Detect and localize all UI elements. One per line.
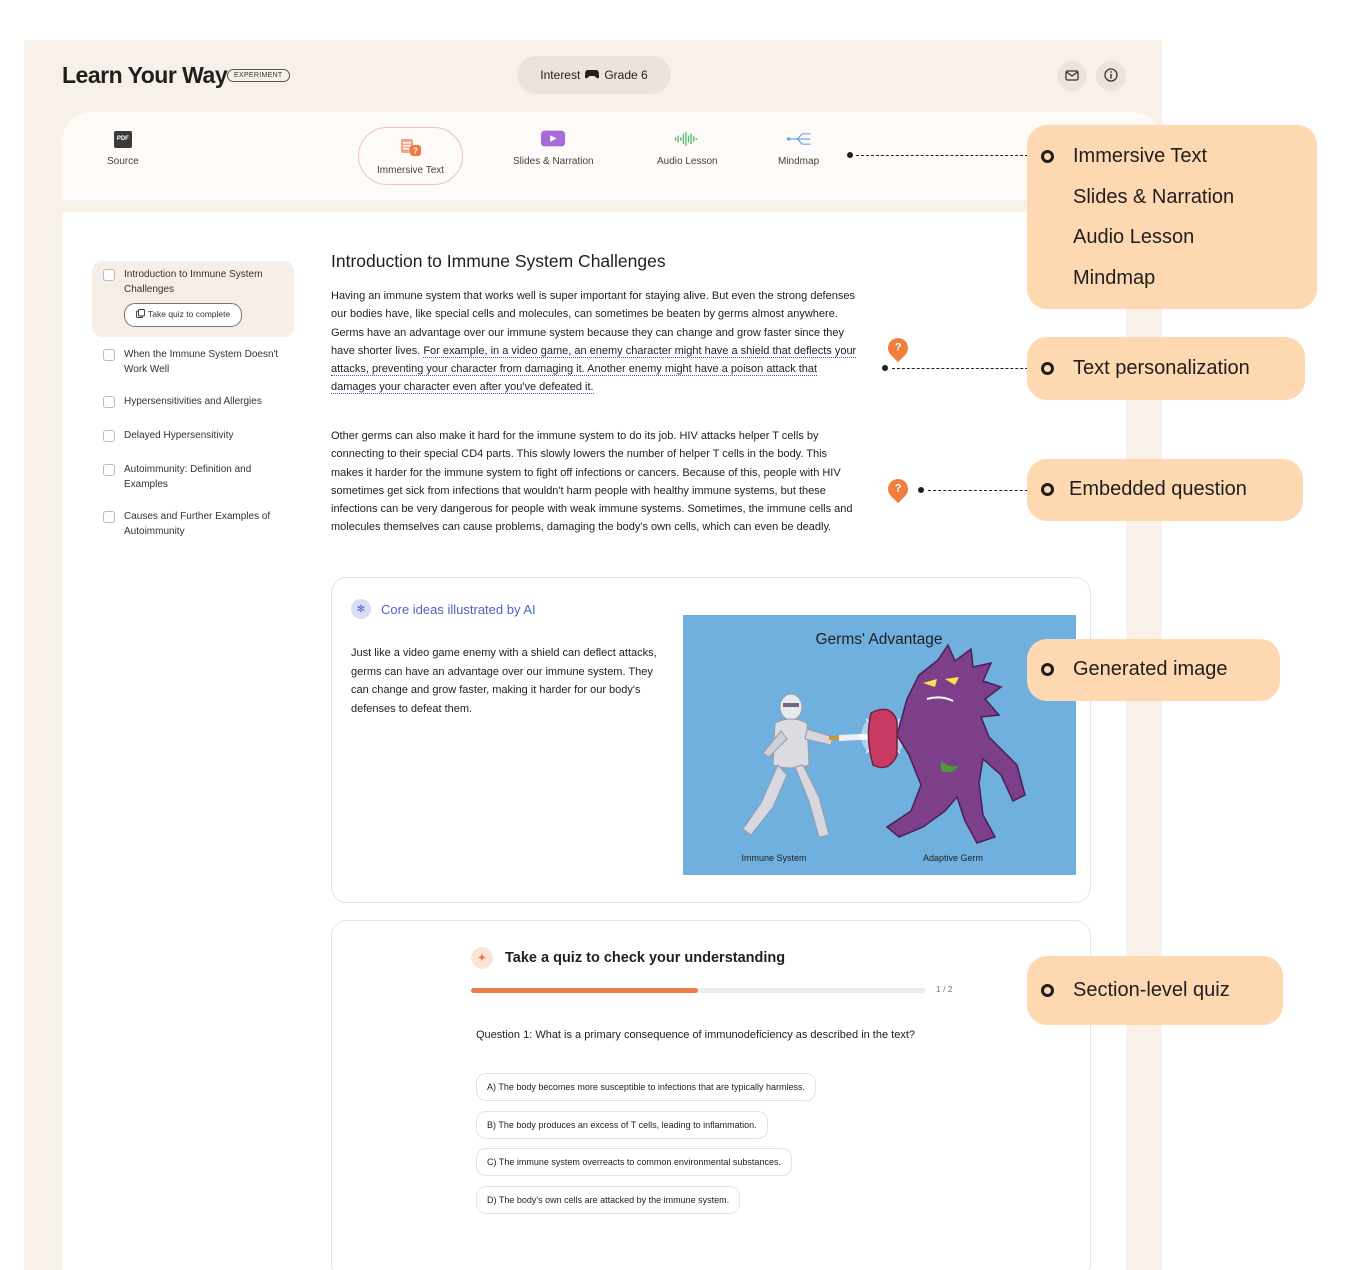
callout-ring — [1041, 663, 1054, 676]
grade-label: Grade 6 — [604, 68, 648, 82]
tab-mindmap[interactable] — [778, 129, 819, 167]
info-button[interactable] — [1096, 61, 1126, 91]
callout-format-mindmap: Mindmap — [1073, 267, 1156, 289]
app-header — [24, 40, 1162, 112]
app-title: Learn Your Way — [62, 62, 228, 88]
toc-label: Delayed Hypersensitivity — [124, 430, 234, 441]
toc-label: When the Immune System Doesn't Work Well — [124, 349, 279, 375]
callout-anchor-dot — [918, 487, 924, 493]
toc-item-introduction[interactable] — [92, 261, 294, 337]
mail-icon — [1065, 69, 1079, 84]
core-ideas-text: Just like a video game enemy with a shield can deflect attacks, germs can have an advantage over our immune system. They can change and grow faster, making it harder for our body's defenses to defeat them. — [351, 647, 657, 715]
callout-text-personalization — [1027, 337, 1305, 400]
immersive-text-icon — [398, 138, 424, 158]
paragraph-text: Having an immune system that works well is super important for staying alive. But even the strong defenses our bodies have, like special cells and molecules, can sometimes be beaten by germs almost anywhere. Germs have an advantage over our immune system because they can change and grow faster since they have shorter lives. — [331, 290, 855, 357]
quiz-header — [471, 947, 785, 969]
section-quiz-card — [331, 920, 1091, 1270]
toc-item-autoimmunity-causes[interactable] — [92, 509, 294, 539]
pdf-icon: PDF — [110, 129, 136, 149]
toc-label: Causes and Further Examples of Autoimmunity — [124, 511, 271, 537]
audio-wave-icon — [674, 129, 700, 149]
quiz-progress-label: 1 / 2 — [936, 984, 953, 994]
quiz-progress-bar — [471, 988, 925, 993]
lesson-content — [62, 212, 1126, 1270]
section-checkbox[interactable] — [103, 511, 115, 523]
illustration-drawing — [683, 615, 1076, 875]
callout-anchor-dot — [882, 365, 888, 371]
illustration-label-left: Immune System — [741, 853, 807, 863]
callout-ring — [1041, 483, 1054, 496]
question-mark-icon: ? — [894, 342, 902, 355]
toc-item-hypersensitivities[interactable] — [92, 394, 294, 409]
paragraph-2: Other germs can also make it hard for the immune system to do its job. HIV attacks helper T cells by connecting to their special CD4 parts. This slowly lowers the number of helper T cells in the body. This makes it harder for the immune system to fight off infections or cancers. Because of this, people with HIV sometimes get sick from infections that wouldn't harm people with healthy immune systems, but these infections can be very dangerous for people with weak immune systems. Sometimes, the immune cells and molecules themselves can cause problems, damaging the body's own cells, which can even be deadly. — [331, 430, 853, 534]
interest-label: Interest — [540, 68, 581, 82]
mail-button[interactable] — [1057, 61, 1087, 91]
callout-connector — [856, 155, 1038, 156]
section-checkbox[interactable] — [103, 349, 115, 361]
quiz-copy-icon — [136, 308, 145, 323]
tab-slides-narration[interactable] — [513, 129, 594, 167]
tab-label: Mindmap — [778, 156, 820, 167]
core-ideas-title: Core ideas illustrated by AI — [381, 601, 536, 617]
toc-item-immune-failure[interactable] — [92, 347, 294, 377]
svg-text:?: ? — [412, 146, 418, 156]
format-tabs — [62, 112, 1162, 200]
callout-label: Text personalization — [1073, 357, 1250, 379]
gamepad-icon — [585, 68, 599, 82]
toc-item-autoimmunity[interactable] — [92, 462, 294, 492]
core-ideas-header — [351, 599, 536, 619]
callout-connector — [892, 368, 1038, 369]
callout-ring — [1041, 362, 1054, 375]
tab-label: Immersive Text — [377, 165, 445, 176]
ai-sparkle-icon: ✻ — [351, 599, 371, 619]
section-checkbox[interactable] — [103, 430, 115, 442]
section-checkbox[interactable] — [103, 396, 115, 408]
info-icon — [1104, 68, 1118, 85]
callout-label: Embedded question — [1069, 478, 1247, 500]
toc-item-delayed-hypersensitivity[interactable] — [92, 428, 294, 443]
callout-connector — [928, 490, 1038, 491]
personalized-text[interactable]: For example, in a video game, an enemy character might have a shield that deflects your attacks, preventing your character from damaging it. Another enemy might have a poison attack that damages your character even after you've defeated it. — [331, 344, 857, 394]
callout-format-slides: Slides & Narration — [1073, 186, 1235, 208]
take-quiz-label: Take quiz to complete — [148, 309, 231, 319]
mindmap-icon — [786, 129, 812, 149]
experiment-badge: EXPERIMENT — [227, 69, 290, 82]
toc-label: Hypersensitivities and Allergies — [124, 396, 262, 407]
tab-label: Audio Lesson — [657, 156, 718, 167]
tab-source[interactable] — [107, 129, 139, 167]
core-ideas-card — [331, 577, 1091, 903]
app-window — [24, 40, 1162, 1270]
quiz-option-a[interactable]: A) The body becomes more susceptible to infections that are typically harmless. — [476, 1073, 816, 1101]
generated-illustration[interactable] — [683, 615, 1076, 875]
callout-formats — [1027, 125, 1317, 309]
callout-format-immersive: Immersive Text — [1073, 145, 1208, 167]
toc-label: Autoimmunity: Definition and Examples — [124, 464, 252, 490]
tab-label: Slides & Narration — [513, 156, 594, 167]
slides-icon — [540, 129, 566, 149]
question-mark-icon: ? — [894, 483, 902, 496]
tab-label: Source — [107, 156, 139, 167]
tab-immersive-text[interactable] — [358, 127, 463, 185]
quiz-progress-fill — [471, 988, 698, 993]
paragraph-1 — [331, 287, 861, 397]
quiz-question: Question 1: What is a primary consequence of immunodeficiency as described in the text? — [476, 1029, 916, 1041]
illustration-title: Germs' Advantage — [815, 631, 943, 648]
callout-ring — [1041, 150, 1054, 163]
callout-section-quiz — [1027, 956, 1283, 1025]
callout-label: Section-level quiz — [1073, 979, 1230, 1001]
section-checkbox[interactable] — [103, 269, 115, 281]
quiz-option-b[interactable]: B) The body produces an excess of T cells, leading to inflammation. — [476, 1111, 768, 1139]
callout-embedded-question — [1027, 459, 1303, 521]
quiz-sparkle-icon: ✦ — [471, 947, 493, 969]
callout-ring — [1041, 984, 1054, 997]
quiz-title: Take a quiz to check your understanding — [505, 950, 786, 966]
callout-format-audio: Audio Lesson — [1073, 226, 1195, 248]
section-checkbox[interactable] — [103, 464, 115, 476]
take-quiz-button[interactable] — [124, 303, 242, 327]
illustration-label-right: Adaptive Germ — [922, 853, 984, 863]
callout-anchor-dot — [847, 152, 853, 158]
quiz-option-c[interactable]: C) The immune system overreacts to common environmental substances. — [476, 1148, 792, 1176]
toc-label: Introduction to Immune System Challenges — [124, 269, 263, 295]
section-nav — [92, 261, 294, 539]
callout-generated-image — [1027, 639, 1280, 701]
quiz-option-d[interactable]: D) The body's own cells are attacked by the immune system. — [476, 1186, 740, 1214]
tab-audio-lesson[interactable] — [657, 129, 718, 167]
section-title: Introduction to Immune System Challenges — [331, 251, 666, 271]
interest-grade-selector[interactable] — [517, 56, 671, 94]
callout-label: Generated image — [1073, 658, 1228, 680]
